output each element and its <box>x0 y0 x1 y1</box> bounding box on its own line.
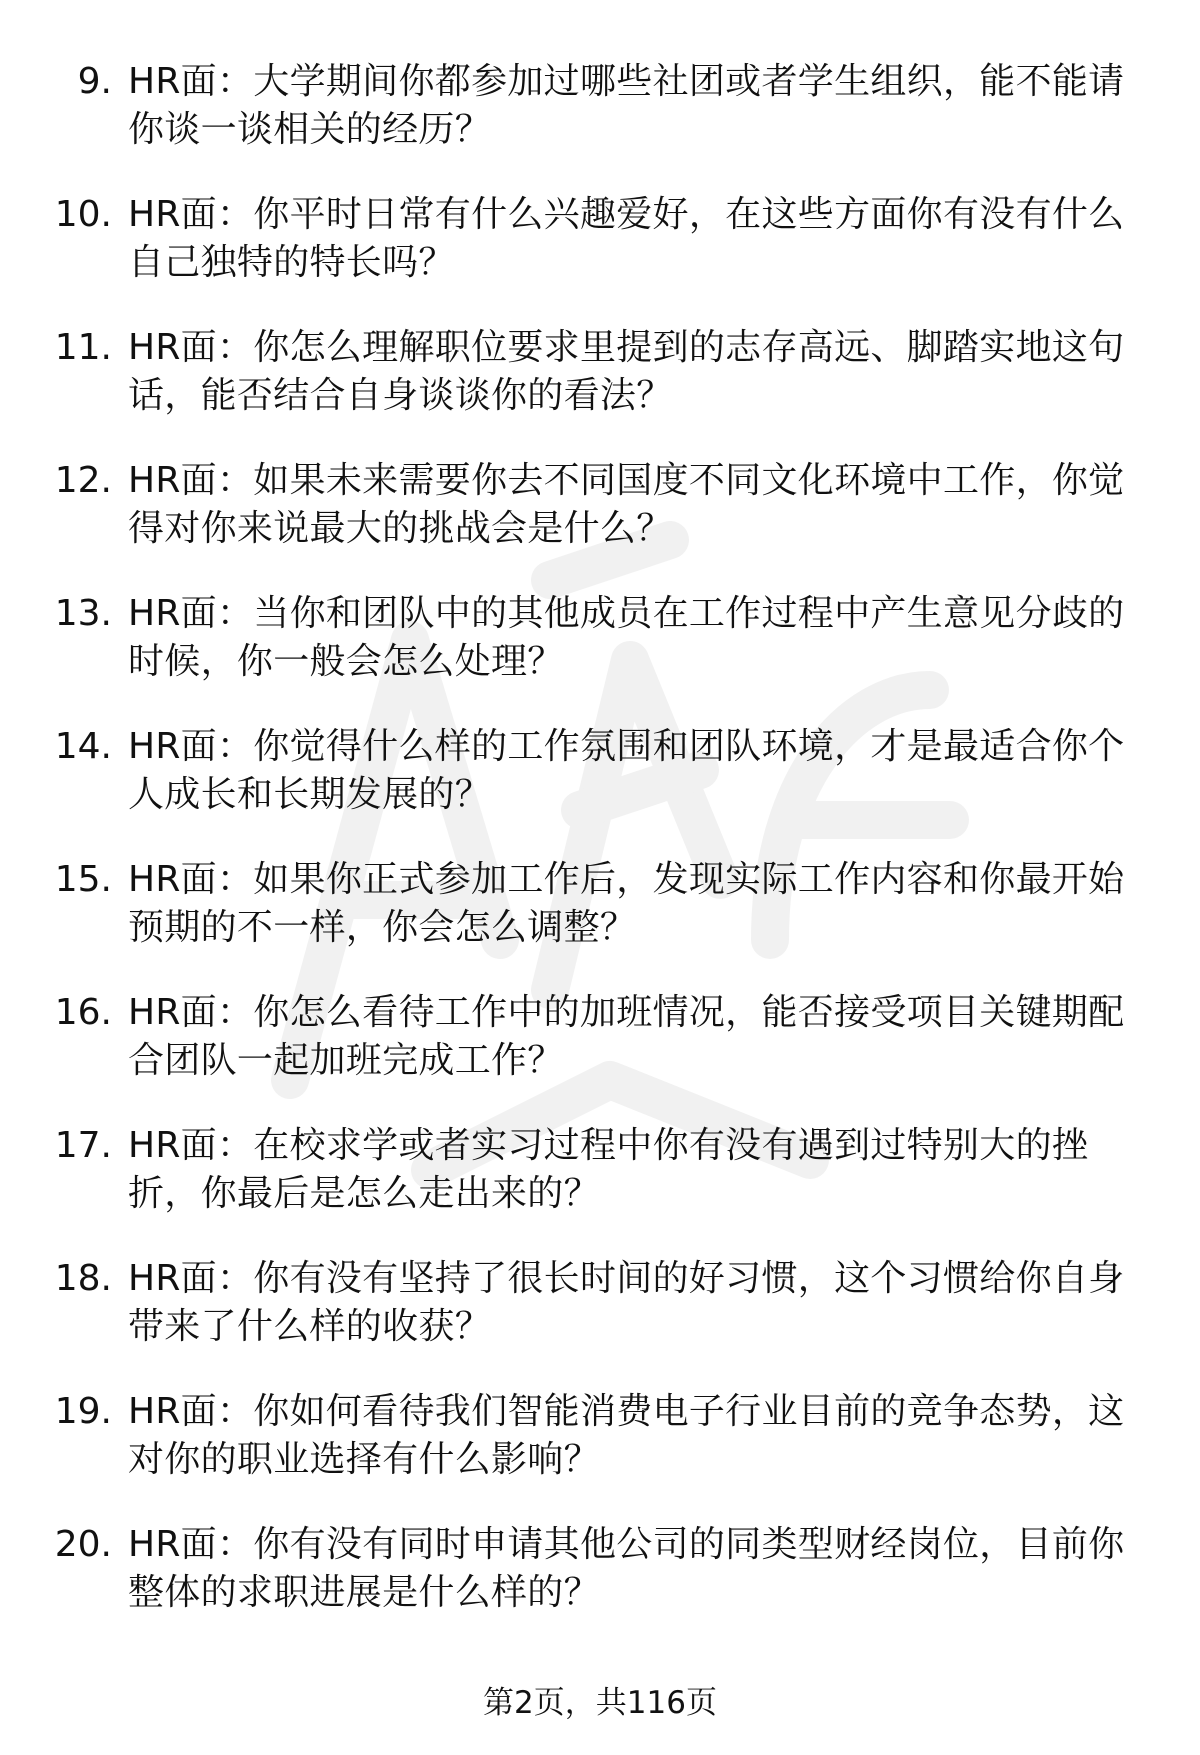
question-text: HR面：如果你正式参加工作后，发现实际工作内容和你最开始预期的不一样，你会怎么调整？ <box>128 859 1125 948</box>
question-number: 19. <box>54 1391 112 1432</box>
question-number: 18. <box>54 1258 112 1299</box>
question-item <box>0 590 1200 723</box>
question-number: 13. <box>54 593 112 634</box>
question-text: HR面：大学期间你都参加过哪些社团或者学生组织，能不能请你谈一谈相关的经历？ <box>128 61 1125 150</box>
question-item <box>0 856 1200 989</box>
question-item <box>0 989 1200 1122</box>
question-item <box>0 457 1200 590</box>
page-number-footer: 第2页，共116页 <box>483 1685 717 1721</box>
question-item <box>0 324 1200 457</box>
question-number: 11. <box>54 327 112 368</box>
question-text: HR面：你如何看待我们智能消费电子行业目前的竞争态势，这对你的职业选择有什么影响？ <box>128 1391 1125 1480</box>
question-item <box>0 191 1200 324</box>
question-text: HR面：当你和团队中的其他成员在工作过程中产生意见分歧的时候，你一般会怎么处理？ <box>128 593 1125 682</box>
question-number: 14. <box>54 726 112 767</box>
question-text: HR面：你有没有坚持了很长时间的好习惯，这个习惯给你自身带来了什么样的收获？ <box>128 1258 1125 1347</box>
question-number: 20. <box>54 1524 112 1565</box>
question-item <box>0 1255 1200 1388</box>
question-item <box>0 1521 1200 1654</box>
question-text: HR面：你有没有同时申请其他公司的同类型财经岗位，目前你整体的求职进展是什么样的？ <box>128 1524 1125 1613</box>
question-item <box>0 1122 1200 1255</box>
question-number: 16. <box>54 992 112 1033</box>
question-number: 9. <box>77 61 112 102</box>
question-text: HR面：你怎么理解职位要求里提到的志存高远、脚踏实地这句话，能否结合自身谈谈你的看法？ <box>128 327 1125 416</box>
question-text: HR面：你觉得什么样的工作氛围和团队环境，才是最适合你个人成长和长期发展的？ <box>128 726 1125 815</box>
question-text: HR面：在校求学或者实习过程中你有没有遇到过特别大的挫折，你最后是怎么走出来的？ <box>128 1125 1089 1214</box>
question-number: 17. <box>54 1125 112 1166</box>
question-item <box>0 58 1200 191</box>
question-text: HR面：如果未来需要你去不同国度不同文化环境中工作，你觉得对你来说最大的挑战会是什么？ <box>128 460 1125 549</box>
question-list <box>0 58 1200 1654</box>
question-text: HR面：你平时日常有什么兴趣爱好，在这些方面你有没有什么自己独特的特长吗？ <box>128 194 1125 283</box>
question-text: HR面：你怎么看待工作中的加班情况，能否接受项目关键期配合团队一起加班完成工作？ <box>128 992 1125 1081</box>
question-item <box>0 1388 1200 1521</box>
question-number: 15. <box>54 859 112 900</box>
question-number: 12. <box>54 460 112 501</box>
question-number: 10. <box>54 194 112 235</box>
question-item <box>0 723 1200 856</box>
